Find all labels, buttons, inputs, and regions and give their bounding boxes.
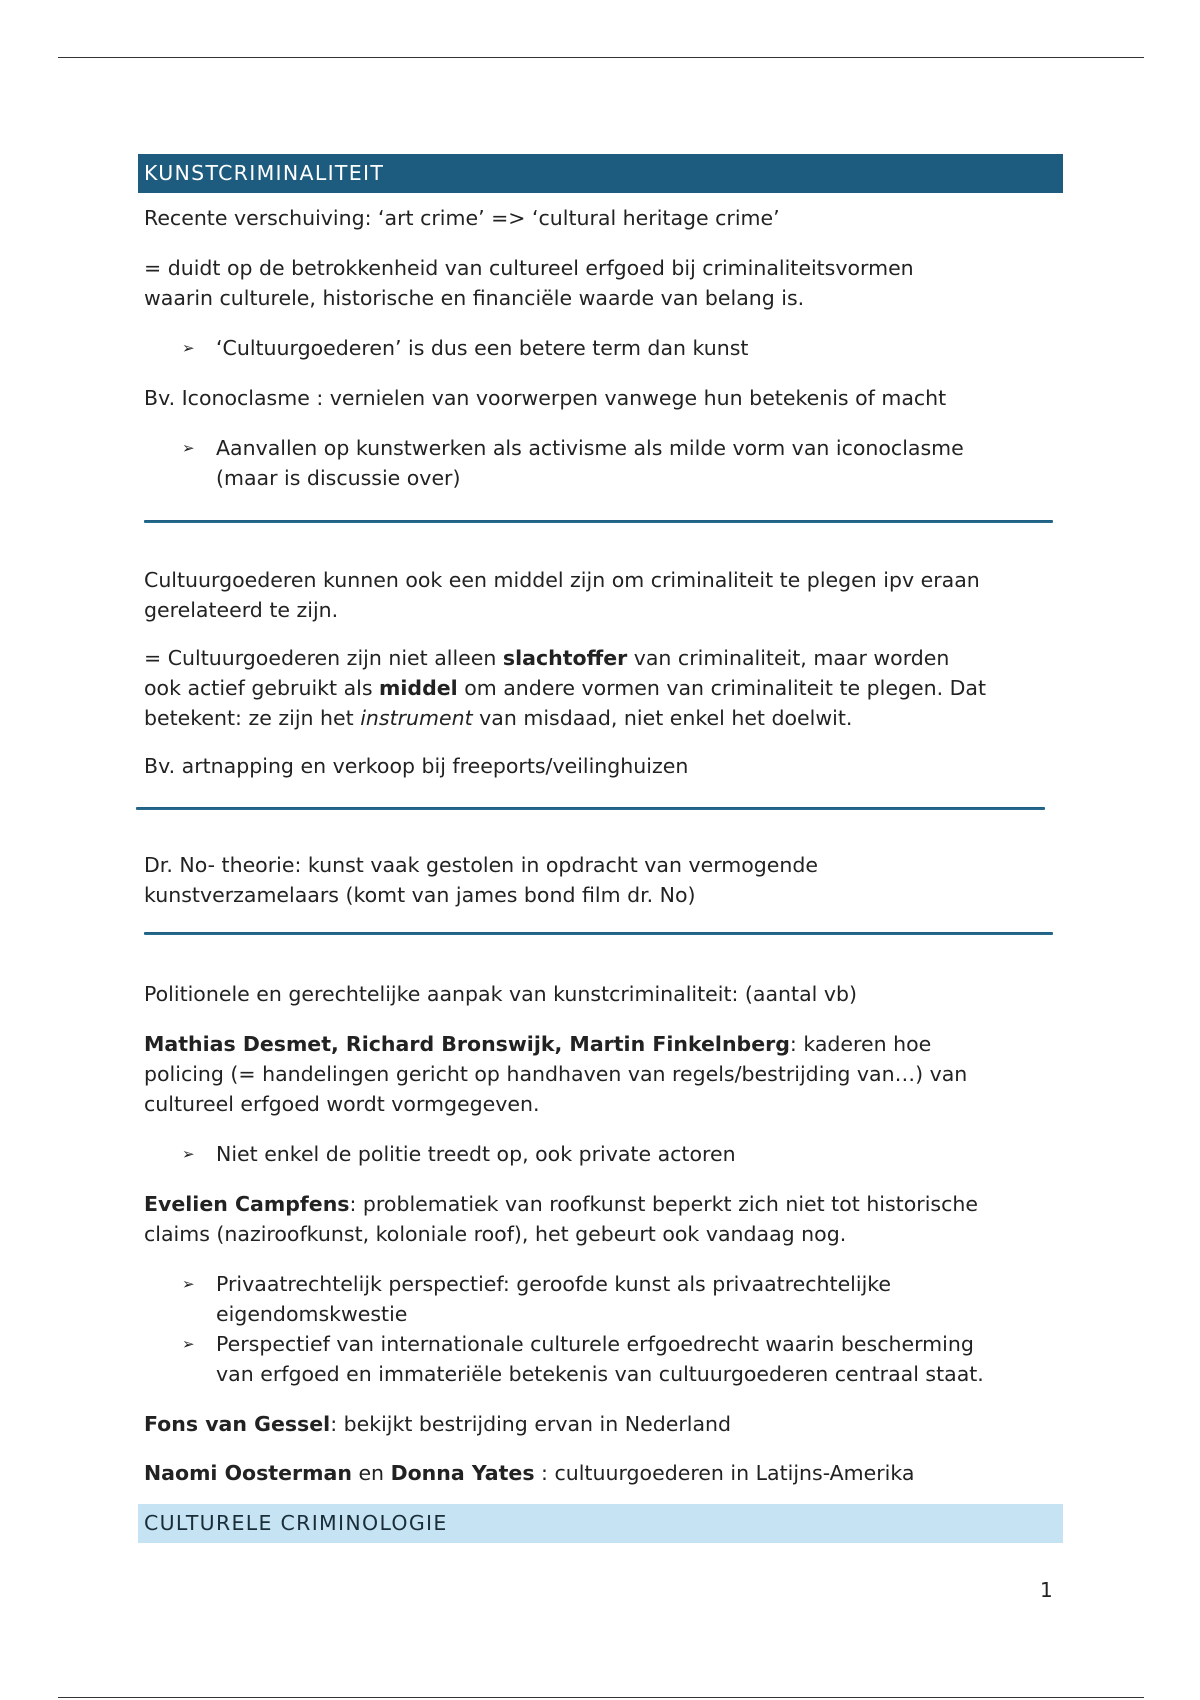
text-run: ook actief gebruikt als [144, 676, 380, 700]
arrow-bullet-icon: ➢ [182, 1275, 195, 1293]
author-names: Evelien Campfens [144, 1192, 350, 1216]
footer-rule [58, 1697, 1144, 1698]
paragraph [138, 1409, 1063, 1439]
bullet-text: Perspectief van internationale culturele erfgoedrecht waarin bescherming [216, 1332, 974, 1356]
paragraph-line: Dr. No- theorie: kunst vaak gestolen in opdracht van vermogende [144, 853, 819, 877]
paragraph [138, 1458, 1063, 1488]
paragraph: Bv. artnapping en verkoop bij freeports/veilinghuizen [144, 754, 689, 778]
header-rule [58, 57, 1144, 58]
text-run: : bekijkt bestrijding ervan in Nederland [330, 1412, 732, 1436]
text-run: = Cultuurgoederen zijn niet alleen [144, 646, 503, 670]
section-heading-culturele-criminologie: CULTURELE CRIMINOLOGIE [138, 1504, 1063, 1543]
list-item [138, 1139, 1063, 1169]
arrow-bullet-icon: ➢ [182, 1335, 195, 1353]
document-body [138, 154, 1063, 1543]
arrow-bullet-icon: ➢ [182, 439, 195, 457]
author-names: Donna Yates [390, 1461, 535, 1485]
arrow-bullet-icon: ➢ [182, 1145, 195, 1163]
text-run: van criminaliteit, maar worden [627, 646, 950, 670]
paragraph-line: claims (naziroofkunst, koloniale roof), het gebeurt ook vandaag nog. [144, 1222, 847, 1246]
paragraph-line: policing (= handelingen gericht op handhaven van regels/bestrijding van…) van [144, 1062, 968, 1086]
paragraph: Politionele en gerechtelijke aanpak van kunstcriminaliteit: (aantal vb) [144, 982, 857, 1006]
bullet-text: (maar is discussie over) [216, 466, 461, 490]
arrow-bullet-icon: ➢ [182, 339, 195, 357]
paragraph-line: = duidt op de betrokkenheid van cultureel erfgoed bij criminaliteitsvormen [144, 256, 914, 280]
bullet-text: Privaatrechtelijk perspectief: geroofde kunst als privaatrechtelijke [216, 1272, 892, 1296]
text-run: : cultuurgoederen in Latijns-Amerika [534, 1461, 915, 1485]
bullet-list [138, 333, 1063, 363]
author-names: Fons van Gessel [144, 1412, 331, 1436]
paragraph: Bv. Iconoclasme : vernielen van voorwerpen vanwege hun betekenis of macht [144, 386, 947, 410]
list-item [138, 333, 1063, 363]
list-item [138, 1269, 1063, 1329]
paragraph-line: gerelateerd te zijn. [144, 598, 339, 622]
paragraph-line: cultureel erfgoed wordt vormgegeven. [144, 1092, 540, 1116]
italic-term: instrument [360, 706, 473, 730]
text-run: om andere vormen van criminaliteit te plegen. Dat [457, 676, 986, 700]
paragraph [138, 1029, 1063, 1119]
paragraph [138, 565, 1063, 625]
paragraph [138, 643, 1063, 733]
paragraph-line: waarin culturele, historische en financiële waarde van belang is. [144, 286, 805, 310]
author-names: Mathias Desmet, Richard Bronswijk, Martin Finkelnberg [144, 1032, 790, 1056]
paragraph [138, 850, 1063, 910]
paragraph [138, 253, 1063, 313]
paragraph [138, 1189, 1063, 1249]
paragraph: Recente verschuiving: ‘art crime’ => ‘cultural heritage crime’ [144, 206, 780, 230]
section-heading-kunstcriminaliteit: KUNSTCRIMINALITEIT [138, 154, 1063, 193]
bullet-text: eigendomskwestie [216, 1302, 408, 1326]
author-names: Naomi Oosterman [144, 1461, 352, 1485]
bold-term: slachtoffer [502, 646, 628, 670]
bullet-text: ‘Cultuurgoederen’ is dus een betere term dan kunst [216, 336, 749, 360]
text-run: betekent: ze zijn het [144, 706, 361, 730]
bullet-text: van erfgoed en immateriële betekenis van cultuurgoederen centraal staat. [216, 1362, 984, 1386]
text-run: : problematiek van roofkunst beperkt zich niet tot historische [349, 1192, 978, 1216]
text-run: van misdaad, niet enkel het doelwit. [472, 706, 853, 730]
text-run: : kaderen hoe [789, 1032, 932, 1056]
bullet-list [138, 1139, 1063, 1169]
list-item [138, 433, 1063, 493]
bullet-text: Niet enkel de politie treedt op, ook private actoren [216, 1142, 736, 1166]
text-run: en [351, 1461, 391, 1485]
paragraph-line: kunstverzamelaars (komt van james bond film dr. No) [144, 883, 696, 907]
page-number: 1 [1040, 1578, 1053, 1602]
bullet-text: Aanvallen op kunstwerken als activisme als milde vorm van iconoclasme [216, 436, 964, 460]
bullet-list [138, 433, 1063, 493]
bold-term: middel [379, 676, 458, 700]
bullet-list [138, 1269, 1063, 1389]
paragraph-line: Cultuurgoederen kunnen ook een middel zijn om criminaliteit te plegen ipv eraan [144, 568, 980, 592]
list-item [138, 1329, 1063, 1389]
